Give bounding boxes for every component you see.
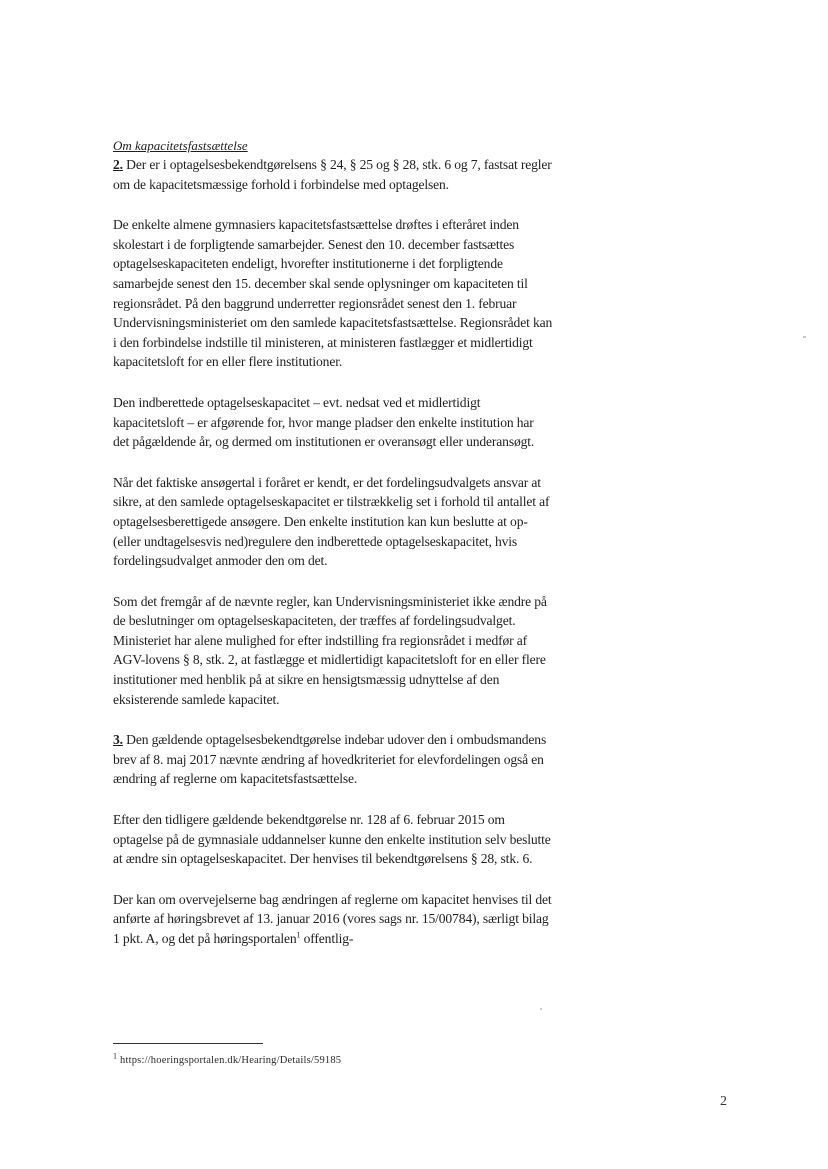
paragraph-reported-capacity: Den indberettede optagelseskapacitet – evt. nedsat ved et midlertidigt kapacitetsloft – er afgørende for, hvor mange pladser den enkelte institution har det pågældende år, og dermed om institutionen er overansøgt eller underansøgt. [113,394,535,450]
footnote-reference[interactable]: 1 [296,930,301,940]
hearing-text-continued: offentlig- [300,931,354,946]
paragraph-capacity-setting: De enkelte almene gymnasiers kapacitetsfastsættelse drøftes i efteråret inden skolestart i de forpligtende samarbejder. Senest den 10. december fastsættes optagelseskapaciteten endeligt, hvorefter institutionerne i det forpligtende samarbejde senest den 15. december skal sende oplysninger om kapaciteten til regionsrådet. På den baggrund underretter regionsrådet senest den 1. februar Undervisningsministeriet om den samlede kapacitetsfastsættelse. Regionsrådet kan i den forbindelse indstille til ministeren, at ministeren fastlægger et midlertidigt kapacitetsloft for en eller flere institutioner. [113,217,553,370]
section-number-2: 2. [113,157,123,172]
footnote-marker: 1 [113,1051,118,1061]
paragraph-spring-applicants: Når det faktiske ansøgertal i foråret er kendt, er det fordelingsudvalgets ansvar at sikre, at den samlede optagelseskapacitet er tilstrækkelig set i forhold til antallet af optagelsesberettigede ansøgere. Den enkelte institution kan kun beslutte at op- (eller undtagelsesvis ned)regulere den indberettede optagelseskapacitet, hvis fordelingsudvalget anmoder den om det. [113,474,550,569]
section-3-text: Den gældende optagelsesbekendtgørelse indebar udover den i ombudsmandens brev af 8. maj 2017 nævnte ændring af hovedkriteriet for elevfordelingen også en ændring af reglerne om kapacitetsfastsættelse. [113,732,547,787]
paragraph-previous-order: Efter den tidligere gældende bekendtgørelse nr. 128 af 6. februar 2015 om optagelse på de gymnasiale uddannelser kunne den enkelte institution selv beslutte at ændre sin optagelseskapacitet. Der henvises til bekendtgørelsens § 28, stk. 6. [113,812,551,867]
section-heading: Om kapacitetsfastsættelse [113,138,248,153]
paragraph-ministry-role: Som det fremgår af de nævnte regler, kan Undervisningsministeriet ikke ændre på de beslutninger om optagelseskapaciteten, der træffes af fordelingsudvalget. Ministeriet har alene mulighed for efter indstilling fra regionsrådet i medfør af AGV-lovens § 8, stk. 2, at fastlægge et midlertidigt kapacitetsloft for en eller flere institutioner med henblik på at sikre en hensigtsmæssig udnyttelse af den eksisterende samlede kapacitet. [113,593,547,707]
page-number: 2 [720,1094,727,1109]
paragraph-section-3 [113,730,553,789]
section-number-3: 3. [113,732,123,748]
footnote [113,1051,342,1067]
paragraph-hearing-letter [113,890,553,949]
scan-speck [540,1008,542,1010]
paragraph-section-2 [113,155,553,194]
footnote-url[interactable]: https://hoeringsportalen.dk/Hearing/Details/59185 [120,1055,342,1066]
document-body [113,138,553,970]
section-2-text: Der er i optagelsesbekendtgørelsens § 24, § 25 og § 28, stk. 6 og 7, fastsat regler om de kapacitetsmæssige forhold i forbindelse med optagelsen. [113,157,552,192]
hearing-text: Der kan om overvejelserne bag ændringen af reglerne om kapacitet henvises til det anførte af høringsbrevet af 13. januar 2016 (vores sags nr. 15/00784), særligt bilag 1 pkt. A, og det på høringsportalen [113,891,552,946]
scan-speck [803,336,806,338]
footnote-divider [113,1043,263,1044]
